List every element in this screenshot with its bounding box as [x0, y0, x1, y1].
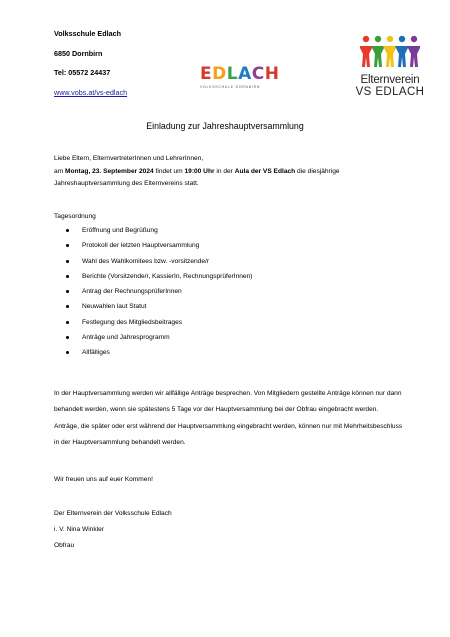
text-segment: am	[54, 167, 65, 175]
bullet-icon	[66, 351, 69, 354]
figure-head	[387, 36, 393, 42]
agenda-item	[54, 242, 252, 257]
agenda-item	[54, 258, 252, 273]
edlach-logo	[200, 66, 280, 102]
figure-head	[363, 36, 369, 42]
figure-head	[399, 36, 405, 42]
school-info	[54, 30, 127, 109]
school-address: 6850 Dornbirn	[54, 48, 103, 58]
intro-text	[54, 154, 404, 189]
signature-org: Der Elternverein der Volksschule Edlach	[54, 510, 172, 517]
agenda-item-label: Festlegung des Mitgliedsbeitrages	[82, 318, 183, 326]
text-segment: die diesjährige	[295, 167, 340, 175]
agenda-item	[54, 288, 252, 303]
edlach-wordmark	[200, 66, 280, 83]
agenda-list	[54, 227, 252, 365]
agenda-item	[54, 334, 252, 349]
agenda-item-label: Protokoll der letzten Hauptversammlung	[82, 242, 200, 250]
meeting-place: Aula der VS Edlach	[234, 167, 296, 175]
meeting-details	[54, 167, 404, 177]
school-name: Volksschule Edlach	[54, 29, 121, 38]
school-phone: Tel: 05572 24437	[54, 68, 111, 78]
figure-body	[407, 46, 420, 67]
agenda-item	[54, 319, 252, 334]
people-figures-icon	[360, 34, 420, 68]
agenda-item-label: Berichte (Vorsitzende/r, KassierIn, RechnungsprüferInnen)	[82, 272, 253, 280]
elternverein-line1: Elternverein	[360, 74, 420, 86]
bullet-icon	[66, 336, 69, 339]
agenda-item	[54, 303, 252, 318]
figure-body	[371, 46, 385, 67]
motions-paragraph: In der Hauptversammlung werden wir allfällige Anträge besprechen. Von Mitgliedern gestellte Anträge können nur dann behandelt werden, wenn sie spätestens 5 Tage vor der Hauptversammlung bei der Obfrau eingebracht werden. Anträge, die später oder erst während der Hauptversammlung eingebracht werden, können nur mit Mehrheitsbeschluss in der Hauptversammlung behandelt werden.	[54, 390, 403, 446]
signature-name: i. V. Nina Winkler	[54, 525, 104, 533]
agenda-heading: Tagesordnung	[54, 213, 96, 220]
greeting: Liebe Eltern, ElternvertreterInnen und LehrerInnen,	[54, 155, 204, 162]
bullet-icon	[66, 321, 69, 324]
bullet-icon	[66, 244, 69, 247]
agenda-item-label: Eröffnung und Begrüßung	[82, 227, 158, 234]
agenda-item-label: Neuwahlen laut Statut	[82, 303, 147, 311]
bullet-icon	[66, 290, 69, 293]
agenda-item-label: Allfälliges	[82, 349, 110, 357]
wordmark-letter: H	[264, 64, 280, 84]
text-segment: in der	[214, 167, 235, 175]
bullet-icon	[66, 275, 69, 278]
bullet-icon	[66, 260, 69, 263]
figure-head	[375, 36, 381, 42]
wordmark-letter: D	[212, 64, 227, 84]
school-website-link[interactable]: www.vobs.at/vs-edlach	[54, 88, 128, 98]
edlach-tagline: VOLKSSCHULE DORNBIRN	[200, 85, 261, 89]
agenda-item-label: Wahl des Wahlkomitees bzw. -vorsitzende/r	[82, 257, 210, 265]
closing-line: Wir freuen uns auf euer Kommen!	[54, 476, 153, 483]
agenda-item	[54, 273, 252, 288]
wordmark-letter: A	[238, 64, 252, 84]
agenda-item	[54, 349, 252, 364]
meeting-date: Montag, 23. September 2024	[65, 167, 154, 175]
wordmark-letter: C	[251, 64, 265, 84]
meeting-time: 19:00 Uhr	[184, 167, 215, 175]
wordmark-letter: E	[200, 64, 213, 84]
meeting-details-line2: Jahreshauptversammlung des Elternvereins statt.	[54, 180, 199, 188]
figure-body	[395, 46, 409, 67]
wordmark-letter: L	[226, 64, 239, 84]
page-title: Einladung zur Jahreshauptversammlung	[146, 121, 304, 131]
figure-body	[360, 46, 373, 67]
signature-block	[54, 506, 172, 553]
figure-body	[383, 46, 397, 67]
elternverein-logo	[354, 34, 426, 104]
elternverein-line2: VS EDLACH	[355, 86, 425, 98]
signature-role: Obfrau	[54, 541, 75, 549]
bullet-icon	[66, 305, 69, 308]
agenda-item	[54, 227, 252, 242]
agenda-item-label: Anträge und Jahresprogramm	[82, 334, 170, 342]
figure-head	[411, 36, 417, 42]
bullet-icon	[66, 229, 69, 232]
agenda-item-label: Antrag der RechnungsprüferInnen	[82, 288, 182, 296]
text-segment: findet um	[153, 167, 185, 175]
